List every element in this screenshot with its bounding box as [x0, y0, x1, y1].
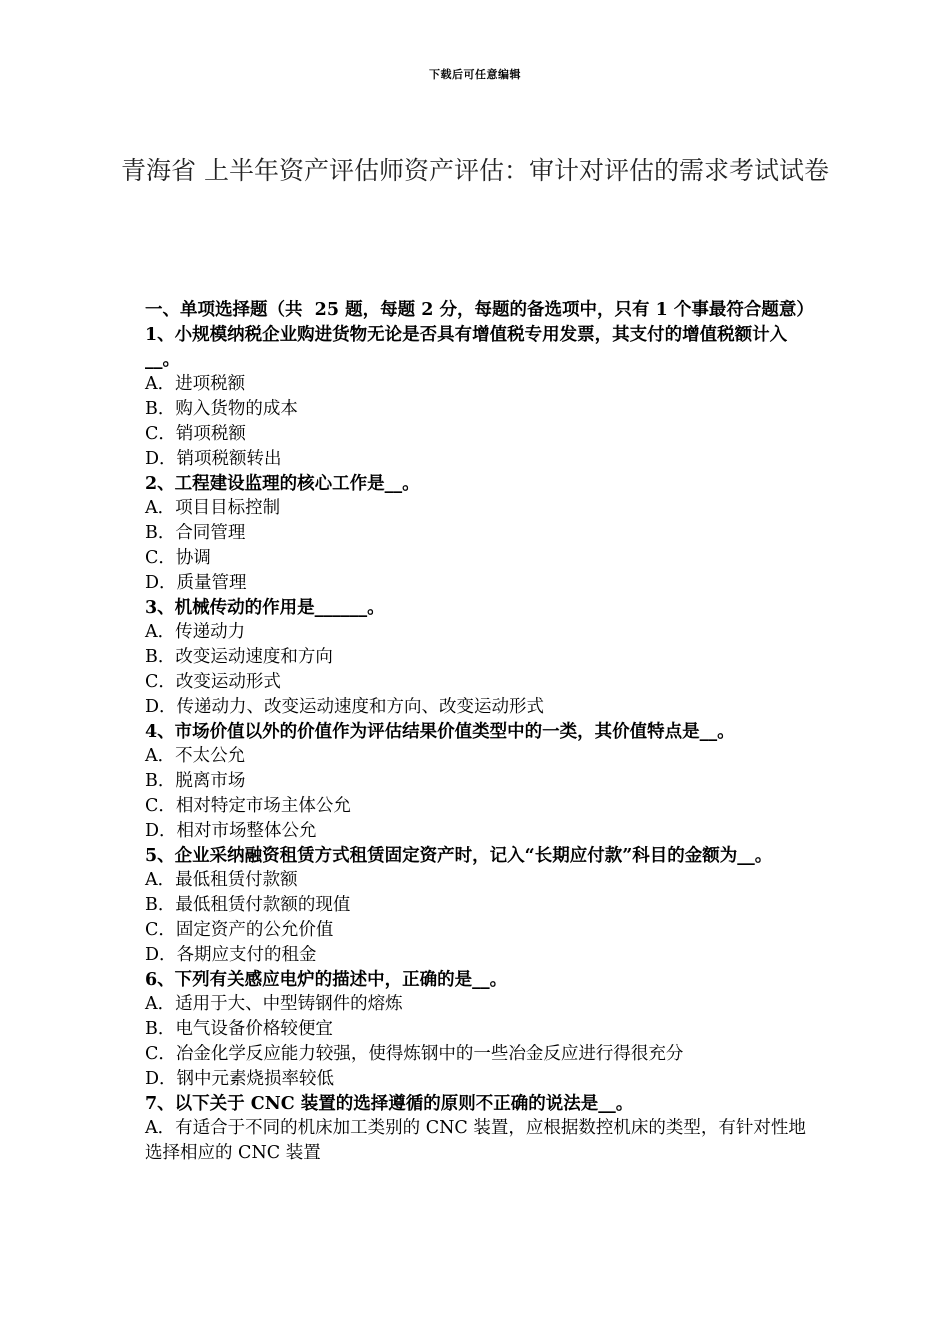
option-b: B．脱离市场: [145, 771, 246, 792]
option-a: A．项目目标控制: [145, 498, 281, 519]
option-b: B．合同管理: [145, 523, 246, 544]
question-stem: 7、以下关于 CNC 装置的选择遵循的原则不正确的说法是__。: [145, 1093, 634, 1114]
question-stem: 5、企业采纳融资租赁方式租赁固定资产时，记入“长期应付款”科目的金额为__。: [145, 845, 773, 866]
option-b: B．电气设备价格较便宜: [145, 1019, 333, 1040]
option-b: B．改变运动速度和方向: [145, 647, 333, 668]
option-d: D．传递动力、改变运动速度和方向、改变运动形式: [145, 696, 545, 717]
option-d: D．销项税额转出: [145, 448, 282, 469]
option-b: B．购入货物的成本: [145, 399, 298, 420]
question-1: [145, 323, 810, 472]
page-header: 下载后可任意编辑: [429, 68, 521, 81]
option-a: A．适用于大、中型铸钢件的熔炼: [145, 994, 403, 1015]
option-d: D．相对市场整体公允: [145, 820, 317, 841]
option-c: C．冶金化学反应能力较强，使得炼钢中的一些冶金反应进行得很充分: [145, 1043, 684, 1064]
question-stem: 2、工程建设监理的核心工作是__。: [145, 473, 420, 494]
option-c: C．固定资产的公允价值: [145, 919, 334, 940]
option-d: D．各期应支付的租金: [145, 944, 317, 965]
question-stem: 1、小规模纳税企业购进货物无论是否具有增值税专用发票，其支付的增值税额计入__。: [145, 324, 788, 370]
option-c: C．销项税额: [145, 423, 246, 444]
option-a: A．有适合于不同的机床加工类别的 CNC 装置，应根据数控机床的类型，有针对性地选择相应的 CNC 装置: [145, 1118, 806, 1164]
option-c: C．协调: [145, 547, 211, 568]
option-c: C．改变运动形式: [145, 671, 281, 692]
option-a: A．进项税额: [145, 374, 246, 395]
question-6: [145, 968, 810, 1092]
question-3: [145, 596, 810, 720]
question-4: [145, 720, 810, 844]
question-5: [145, 844, 810, 968]
document-body: [145, 298, 814, 1166]
question-7: [145, 1092, 810, 1166]
question-stem: 6、下列有关感应电炉的描述中，正确的是__。: [145, 969, 508, 990]
question-stem: 4、市场价值以外的价值作为评估结果价值类型中的一类，其价值特点是__。: [145, 721, 735, 742]
option-d: D．质量管理: [145, 572, 247, 593]
option-c: C．相对特定市场主体公允: [145, 795, 351, 816]
option-b: B．最低租赁付款额的现值: [145, 895, 351, 916]
option-d: D．钢中元素烧损率较低: [145, 1068, 335, 1089]
option-a: A．传递动力: [145, 622, 246, 643]
document-title: 青海省 上半年资产评估师资产评估：审计对评估的需求考试试卷: [121, 156, 829, 185]
question-2: [145, 472, 810, 596]
option-a: A．不太公允: [145, 746, 246, 767]
section-heading: 一、单项选择题（共 25 题，每题 2 分，每题的备选项中，只有 1 个事最符合题意）: [145, 300, 814, 320]
question-stem: 3、机械传动的作用是______。: [145, 597, 385, 618]
option-a: A．最低租赁付款额: [145, 870, 298, 891]
